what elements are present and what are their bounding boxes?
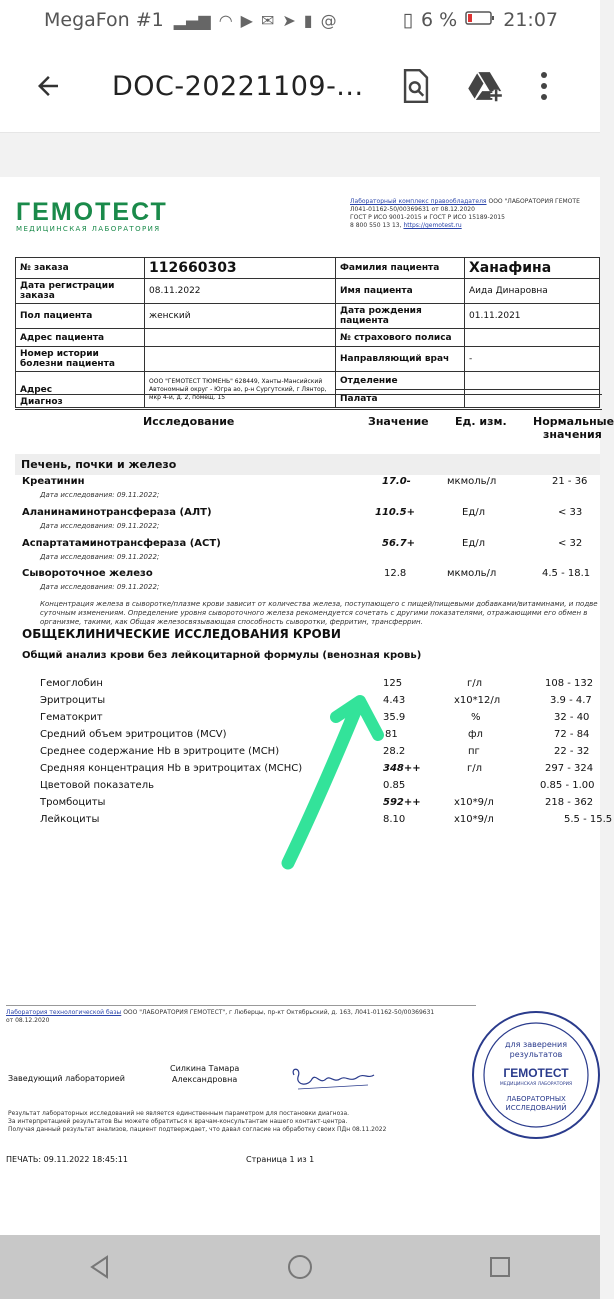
col-header-value: Значение xyxy=(368,415,429,428)
mail-icon: ✉ xyxy=(260,10,275,30)
license-info: Лабораторный комплекс правообладателя ООО "ЛАБОРАТОРИЯ ГЕМОТЕ Л041-01162-50/00369631 от 08.12.2020 ГОСТ Р ИСО 9001-2015 и ГОСТ Р ИСО 15189-2015 8 800 550 13 13, https://gemotest.ru xyxy=(350,198,580,229)
cbc-row: Тромбоциты 592++ x10*9/л 218 - 362 xyxy=(40,797,594,808)
svg-text:ГЕМОТЕСТ: ГЕМОТЕСТ xyxy=(503,1066,569,1080)
more-vert-icon xyxy=(540,71,548,101)
arrow-left-icon xyxy=(33,71,63,101)
triangle-back-icon xyxy=(87,1254,113,1280)
find-in-document-button[interactable] xyxy=(394,64,438,108)
square-recents-icon xyxy=(488,1255,512,1279)
cbc-row: Средняя концентрация Hb в эритроцитах (MCHC) 348++ г/л 297 - 324 xyxy=(40,763,594,774)
clock: 21:07 xyxy=(503,9,558,31)
carrier-label: MegaFon #1 xyxy=(44,9,164,31)
section-liver-kidney-iron: Печень, почки и железо xyxy=(15,454,600,475)
col-header-unit: Ед. изм. xyxy=(455,415,507,428)
section-cbc: ОБЩЕКЛИНИЧЕСКИЕ ИССЛЕДОВАНИЯ КРОВИ xyxy=(22,627,341,641)
cbc-row: Лейкоциты 8.10 x10*9/л 5.5 - 15.5 xyxy=(40,814,613,825)
patient-surname: Ханафина xyxy=(465,258,600,279)
app-bar xyxy=(0,40,600,133)
battery-saver-icon: ▮ xyxy=(303,10,313,30)
status-bar xyxy=(0,0,600,40)
pdf-page[interactable]: ГЕМОТЕСТ МЕДИЦИНСКАЯ ЛАБОРАТОРИЯ Лабораторный комплекс правообладателя ООО "ЛАБОРАТОРИЯ ГЕМОТЕ Л041-01162-50/00369631 от 08.12.2020 ГОСТ Р ИСО 9001-2015 и ГОСТ Р ИСО 15189-2015 8 800 550 13 13, https://gemotest.ru № заказа 112660303 Фамилия пациента Ханафина Дата регистрации заказа 08.11.2022 Имя пациента Аида Динаровна Пол пациента женский Дата рождения пациента 01.11.2021 Адрес пациента № страхового полиса Номер истории болезни пациента Направляющий врач - Адрес ООО "ГЕМОТЕСТ ТЮМЕНЬ" 628449, Ханты-Мансийский Автономный округ - Югра ао, р-н Сургутский, г Лянтор, мкр 4-й, д. 2, помещ. 15 Отделение Палата Диагноз Исследование Значение Ед. изм. Нормальные значения Печень, почки и железо Креатинин 17.0- мкмоль/л 21 - 36 Дата исследования: 09.11.2022; Аланинаминотрансфераза (АЛТ) 110.5+ Ед/л < 33 Дата исследования: 09.11.2022; Аспартатаминотрансфераза (АСТ) 56.7+ Ед/л < 32 Дата исследования: 09.11.2022; Сывороточное железо 12.8 мкмоль/л 4.5 - 18.1 Дата исследования: 09.11.2022; Концентрация железа в сыворотке/плазме крови зависит от количества железа, поступающего с пищей/пищевыми добавками/витаминами, и подве суточным изменениям. Определение уровня сывороточного железа рекомендуется сочетать с другими показателями, отражающими его обмен в организме, такими, как Общая железосвязывающая способность сыворотки, ферритин, трансферрин. ОБЩЕКЛИНИЧЕСКИЕ ИССЛЕДОВАНИЯ КРОВИ Общий анализ крови без лейкоцитарной формулы (венозная кровь) Гемоглобин 125 г/л 108 - 132 Эритроциты 4.43 x10*12/л 3.9 - 4.7 Гематокрит 35.9 % 32 - 40 Средний объем эритроцитов (MCV) 81 фл 72 - 84 Среднее содержание Hb в эритроците (MCH) 28.2 пг 22 - 32 Средняя концентрация Hb в эритроцитах (MCHC) 348++ г/л 297 - 324 Цветовой показатель 0.85 0.85 - 1.00 Тромбоциты 592++ x10*9/л 218 - 362 Лейкоциты 8.10 x10*9/л 5.5 - 15.5 Лаборатория технологической базы ООО "ЛАБОРАТОРИЯ ГЕМОТЕСТ", г Люберцы, пр-кт Октябрьский, д. 163, Л041-01162-50/00369631 от 08.12.2020 Заведующий лабораторией Силкина Тамара Александровна Результат лабораторных исследований не является единственным параметром для постановки диагноза. За интерпретацией результатов Вы можете обратиться к врачам-консультантам нашего контакт-центра. Получая данный результат анализов, пациент подтверждает, что давал согласие на обработку своих ПДн 08.11.2022 ПЕЧАТЬ: 09.11.2022 18:45:11 Страница 1 из 1 для заверения результатов ГЕМОТЕСТ МЕДИЦИНСКАЯ ЛАБОРАТОРИЯ ЛАБОРАТОРНЫХ ИССЛЕДОВАНИЙ xyxy=(0,177,600,1235)
system-navigation-bar xyxy=(0,1235,600,1299)
cbc-row: Цветовой показатель 0.85 0.85 - 1.00 xyxy=(40,780,595,791)
head-of-lab-label: Заведующий лабораторией xyxy=(8,1074,125,1083)
annotation-arrow xyxy=(270,687,390,877)
site-link[interactable]: https://gemotest.ru xyxy=(403,222,462,229)
nav-recents-button[interactable] xyxy=(470,1242,530,1292)
telegram-icon: ➤ xyxy=(282,10,296,30)
print-timestamp: ПЕЧАТЬ: 09.11.2022 18:45:11 xyxy=(6,1155,128,1164)
col-header-test: Исследование xyxy=(143,415,235,428)
iron-note: Концентрация железа в сыворотке/плазме крови зависит от количества железа, поступающего с пищей/пищевыми добавками/витаминами, и подве суточным изменениям. Определение уровня сывороточного железа рекомендуется сочетать с другими показателями, отражающими его обмен в организме, такими, как Общая железосвязывающая способность сыворотки, ферритин, трансферрин. xyxy=(40,600,598,626)
cbc-title: Общий анализ крови без лейкоцитарной формулы (венозная кровь) xyxy=(22,650,422,661)
head-of-lab-name: Силкина Тамара Александровна xyxy=(170,1064,240,1084)
page-number: Страница 1 из 1 xyxy=(246,1155,315,1164)
cbc-row: Средний объем эритроцитов (MCV) 81 фл 72 - 84 xyxy=(40,729,590,740)
wifi-icon: ◠ xyxy=(218,10,233,30)
patient-birthdate: 01.11.2021 xyxy=(465,304,600,329)
gemotest-logo: ГЕМОТЕСТ МЕДИЦИНСКАЯ ЛАБОРАТОРИЯ xyxy=(16,198,168,233)
nav-back-button[interactable] xyxy=(70,1242,130,1292)
signal-icon: ▂▄▆ xyxy=(173,10,211,30)
circle-home-icon xyxy=(286,1253,314,1281)
order-number: 112660303 xyxy=(145,258,336,279)
back-button[interactable] xyxy=(28,66,68,106)
svg-text:МЕДИЦИНСКАЯ ЛАБОРАТОРИЯ: МЕДИЦИНСКАЯ ЛАБОРАТОРИЯ xyxy=(499,1082,573,1087)
patient-info-table: № заказа 112660303 Фамилия пациента Ханафина Дата регистрации заказа 08.11.2022 Имя пациента Аида Динаровна Пол пациента женский Дата рождения пациента 01.11.2021 Адрес пациента № страхового полиса Номер истории болезни пациента Направляющий врач - Адрес ООО "ГЕМОТЕСТ ТЮМЕНЬ" 628449, Ханты-Мансийский Автономный округ - Югра ао, р-н Сургутский, г Лянтор, мкр 4-й, д. 2, помещ. 15 Отделение Палата xyxy=(15,257,600,408)
signature-icon xyxy=(288,1065,378,1095)
lab-footer: Лаборатория технологической базы ООО "ЛАБОРАТОРИЯ ГЕМОТЕСТ", г Люберцы, пр-кт Октябрьский, д. 163, Л041-01162-50/00369631 от 08.12.2020 xyxy=(6,1005,476,1025)
battery-icon xyxy=(465,9,495,31)
diagnosis-row: Диагноз xyxy=(15,394,602,410)
youtube-icon: ▶ xyxy=(240,10,253,30)
at-icon: @ xyxy=(320,10,337,30)
svg-text:для заверения: для заверения xyxy=(504,1040,568,1049)
lab-stamp-icon xyxy=(470,1009,602,1141)
cbc-row: Гематокрит 35.9 % 32 - 40 xyxy=(40,712,590,723)
cbc-row: Среднее содержание Hb в эритроците (MCH) 28.2 пг 22 - 32 xyxy=(40,746,590,757)
lab-address: ООО "ГЕМОТЕСТ ТЮМЕНЬ" 628449, Ханты-Мансийский Автономный округ - Югра ао, р-н Сургутский, г Лянтор, мкр 4-й, д. 2, помещ. 15 xyxy=(145,372,336,408)
patient-name: Аида Динаровна xyxy=(465,279,600,304)
svg-text:ИССЛЕДОВАНИЙ: ИССЛЕДОВАНИЙ xyxy=(505,1104,567,1112)
cbc-row: Эритроциты 4.43 x10*12/л 3.9 - 4.7 xyxy=(40,695,592,706)
more-options-button[interactable] xyxy=(522,64,566,108)
test-row: Креатинин 17.0- мкмоль/л 21 - 36 xyxy=(22,476,588,487)
add-to-drive-button[interactable] xyxy=(464,64,508,108)
test-row: Сывороточное железо 12.8 мкмоль/л 4.5 - 18.1 xyxy=(22,568,591,579)
test-row: Аланинаминотрансфераза (АЛТ) 110.5+ Ед/л < 33 xyxy=(22,507,583,518)
document-search-icon xyxy=(401,69,431,103)
svg-text:результатов: результатов xyxy=(509,1050,563,1059)
nav-home-button[interactable] xyxy=(270,1242,330,1292)
disclaimer: Результат лабораторных исследований не является единственным параметром для постановки диагноза. За интерпретацией результатов Вы можете обратиться к врачам-консультантам нашего контакт-центра. Получая данный результат анализов, пациент подтверждает, что давал согласие на обработку своих ПДн 08.11.2022 xyxy=(8,1110,387,1133)
test-row: Аспартатаминотрансфераза (АСТ) 56.7+ Ед/л < 32 xyxy=(22,538,583,549)
svg-text:ЛАБОРАТОРНЫХ: ЛАБОРАТОРНЫХ xyxy=(506,1095,566,1103)
document-title: DOC-20221109-... xyxy=(112,70,364,102)
vibrate-icon: ▯ xyxy=(402,9,414,31)
cbc-row: Гемоглобин 125 г/л 108 - 132 xyxy=(40,678,594,689)
battery-percent: 6 % xyxy=(421,9,458,31)
col-header-norm: Нормальные значения xyxy=(533,415,614,441)
drive-add-icon xyxy=(467,69,505,103)
